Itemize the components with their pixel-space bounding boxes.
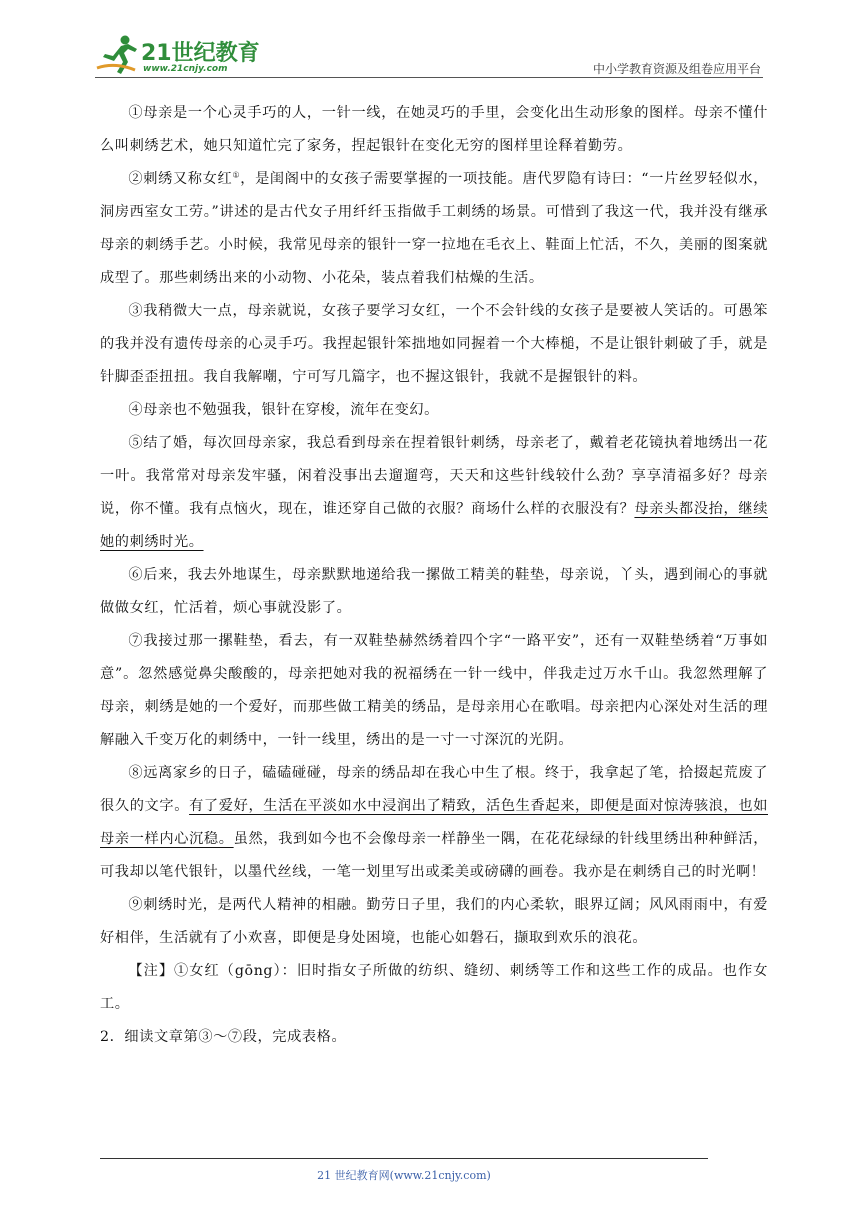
paragraph-7: ⑦我接过那一摞鞋垫，看去，有一双鞋垫赫然绣着四个字“一路平安”，还有一双鞋垫绣着“万事如意”。忽然感觉鼻尖酸酸的，母亲把她对我的祝福绣在一针一线中，伴我走过万水千山。我忽然理解了母亲，刺绣是她的一个爱好，而那些做工精美的绣品，是母亲用心在歌唱。母亲把内心深处对生活的理解融入千变万化的刺绣中，一针一线里，绣出的是一寸一寸深沉的光阴。 bbox=[100, 633, 768, 748]
article-body bbox=[100, 97, 768, 1054]
site-logo[interactable] bbox=[95, 34, 265, 76]
logo-url: www.21cnjy.com bbox=[143, 64, 228, 74]
footnote: 【注】①女红（gōng）：旧时指女子所做的纺织、缝纫、刺绣等工作和这些工作的成品。也作女工。 bbox=[100, 963, 768, 1012]
logo-text: 21世纪教育 bbox=[141, 41, 260, 66]
paragraph-2-start: ②刺绣又称女红 bbox=[128, 171, 233, 187]
paragraph-3: ③我稍微大一点，母亲就说，女孩子要学习女红，一个不会针线的女孩子是要被人笑话的。可愚笨的我并没有遗传母亲的心灵手巧。我捏起银针笨拙地如同握着一个大棒槌，不是让银针刺破了手，就是针脚歪歪扭扭。我自我解嘲，宁可写几篇字，也不握这银针，我就不是握银针的料。 bbox=[100, 303, 768, 385]
paragraph-8 bbox=[100, 757, 768, 889]
header-divider bbox=[95, 77, 763, 78]
paragraph-1: ①母亲是一个心灵手巧的人，一针一线，在她灵巧的手里，会变化出生动形象的图样。母亲不懂什么叫刺绣艺术，她只知道忙完了家务，捏起银针在变化无穷的图样里诠释着勤劳。 bbox=[100, 105, 768, 154]
paragraph-2 bbox=[100, 163, 768, 295]
paragraph-4: ④母亲也不勉强我，银针在穿梭，流年在变幻。 bbox=[128, 402, 439, 418]
paragraph-5-underlined: 母亲头都没抬，继续她的刺绣时光。 bbox=[100, 501, 768, 550]
paragraph-5 bbox=[100, 427, 768, 559]
paragraph-6: ⑥后来，我去外地谋生，母亲默默地递给我一摞做工精美的鞋垫，母亲说，丫头，遇到闹心的事就做做女红，忙活着，烦心事就没影了。 bbox=[100, 567, 768, 616]
header-platform-title: 中小学教育资源及组卷应用平台 bbox=[592, 62, 761, 76]
footer-link[interactable]: 21 世纪教育网(www.21cnjy.com) bbox=[317, 1169, 491, 1182]
paragraph-8-underlined: 有了爱好，生活在平淡如水中浸润出了精致，活色生香起来，即便是面对惊涛骇浪，也如母亲一样内心沉稳。 bbox=[100, 798, 768, 847]
paragraph-5-text: ⑤结了婚，每次回母亲家，我总看到母亲在捏着银针刺绣，母亲老了，戴着老花镜执着地绣出一花一叶。我常常对母亲发牢骚，闲着没事出去遛遛弯，天天和这些针线较什么劲？享享清福多好？母亲说，你不懂。我有点恼火，现在，谁还穿自己做的衣服？商场什么样的衣服没有？ bbox=[100, 435, 768, 517]
page-header bbox=[95, 30, 763, 78]
question-2: 2．细读文章第③～⑦段，完成表格。 bbox=[100, 1029, 347, 1045]
paragraph-8-rest: 虽然，我到如今也不会像母亲一样静坐一隅，在花花绿绿的针线里绣出种种鲜活，可我却以笔代银针，以墨代丝线，一笔一划里写出或柔美或磅礴的画卷。我亦是在刺绣自己的时光啊！ bbox=[100, 831, 768, 880]
footer-divider bbox=[100, 1158, 708, 1159]
paragraph-8-start: ⑧远离家乡的日子，磕磕碰碰，母亲的绣品却在我心中生了根。终于，我拿起了笔，拾掇起荒废了很久的文字。 bbox=[100, 765, 768, 814]
paragraph-2-rest: ，是闺阁中的女孩子需要掌握的一项技能。唐代罗隐有诗曰：“一片丝罗轻似水，洞房西室女工劳。”讲述的是古代女子用纤纤玉指做手工刺绣的场景。可惜到了我这一代，我并没有继承母亲的刺绣手艺。小时候，我常见母亲的银针一穿一拉地在毛衣上、鞋面上忙活，不久，美丽的图案就成型了。那些刺绣出来的小动物、小花朵，装点着我们枯燥的生活。 bbox=[100, 171, 768, 286]
runner-logo-icon bbox=[95, 34, 141, 76]
footnote-marker: ① bbox=[232, 170, 241, 180]
paragraph-9: ⑨刺绣时光，是两代人精神的相融。勤劳日子里，我们的内心柔软，眼界辽阔；风风雨雨中，有爱好相伴，生活就有了小欢喜，即便是身处困境，也能心如磐石，撷取到欢乐的浪花。 bbox=[100, 897, 768, 946]
